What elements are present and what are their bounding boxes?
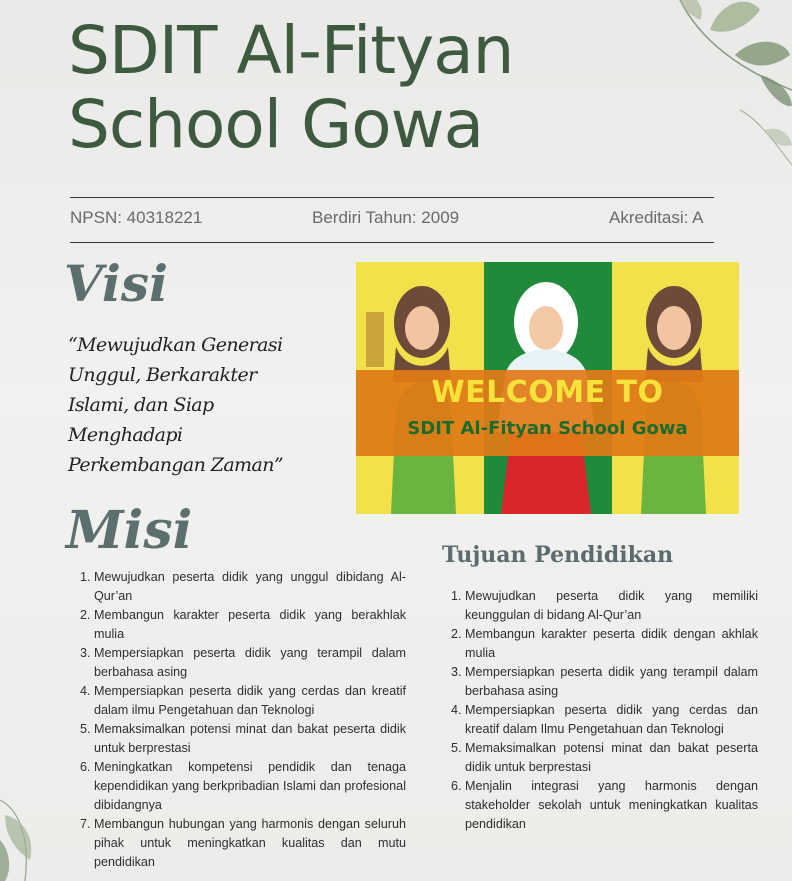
banner-school-text: SDIT Al-Fityan School Gowa	[407, 418, 688, 439]
list-item: 2. Membangun karakter peserta didik dengan akhlak mulia	[451, 627, 758, 660]
list-item: 4. Mempersiapkan peserta didik yang cerdas dan kreatif dalam ilmu Pengetahuan dan Teknologi	[80, 684, 406, 717]
list-item: 2. Membangun karakter peserta didik yang berakhlak mulia	[80, 608, 406, 641]
list-item: 3. Mempersiapkan peserta didik yang terampil dalam berbahasa asing	[451, 665, 758, 698]
misi-heading: Misi	[66, 500, 193, 561]
visi-statement: “Mewujudkan Generasi Unggul, Berkarakter Islami, dan Siap Menghadapi Perkembangan Zaman”	[68, 334, 283, 476]
list-item: 1. Mewujudkan peserta didik yang memiliki keunggulan di bidang Al-Qur’an	[451, 589, 758, 622]
visi-heading: Visi	[64, 254, 169, 313]
list-item: 7. Membangun hubungan yang harmonis dengan seluruh pihak untuk meningkatkan kualitas dan mutu pendidikan	[80, 817, 406, 869]
npsn-text: NPSN: 40318221	[70, 208, 203, 227]
list-item: 6. Menjalin integrasi yang harmonis dengan stakeholder sekolah untuk meningkatkan kualitas pendidikan	[451, 779, 758, 831]
accreditation-text: Akreditasi: A	[609, 208, 704, 227]
divider-bottom	[70, 242, 714, 243]
list-item: 4. Mempersiapkan peserta didik yang cerdas dan kreatif dalam Ilmu Pengetahuan dan Teknologi	[451, 703, 758, 736]
list-item: 1. Mewujudkan peserta didik yang unggul dibidang Al-Qur’an	[80, 570, 406, 603]
list-item: 5. Memaksimalkan potensi minat dan bakat peserta didik untuk berprestasi	[80, 722, 406, 755]
banner-welcome-text: WELCOME TO	[431, 375, 664, 410]
leaf-decoration-bottom-left	[0, 780, 60, 881]
list-item: 5. Memaksimalkan potensi minat dan bakat peserta didik untuk berprestasi	[451, 741, 758, 774]
title-line-2: School Gowa	[68, 86, 484, 163]
list-item: 6. Meningkatkan kompetensi pendidik dan tenaga kependidikan yang berkpribadian Islami dan profesional dibidangnya	[80, 760, 406, 812]
school-title	[68, 14, 668, 162]
tujuan-list	[451, 587, 758, 834]
title-line-1: SDIT Al-Fityan	[68, 12, 514, 89]
welcome-banner	[356, 262, 739, 514]
established-year-text: Berdiri Tahun: 2009	[312, 208, 460, 227]
misi-list	[80, 568, 406, 872]
tujuan-heading: Tujuan Pendidikan	[442, 542, 674, 568]
list-item: 3. Mempersiapkan peserta didik yang terampil dalam berbahasa asing	[80, 646, 406, 679]
divider-top	[70, 197, 714, 198]
